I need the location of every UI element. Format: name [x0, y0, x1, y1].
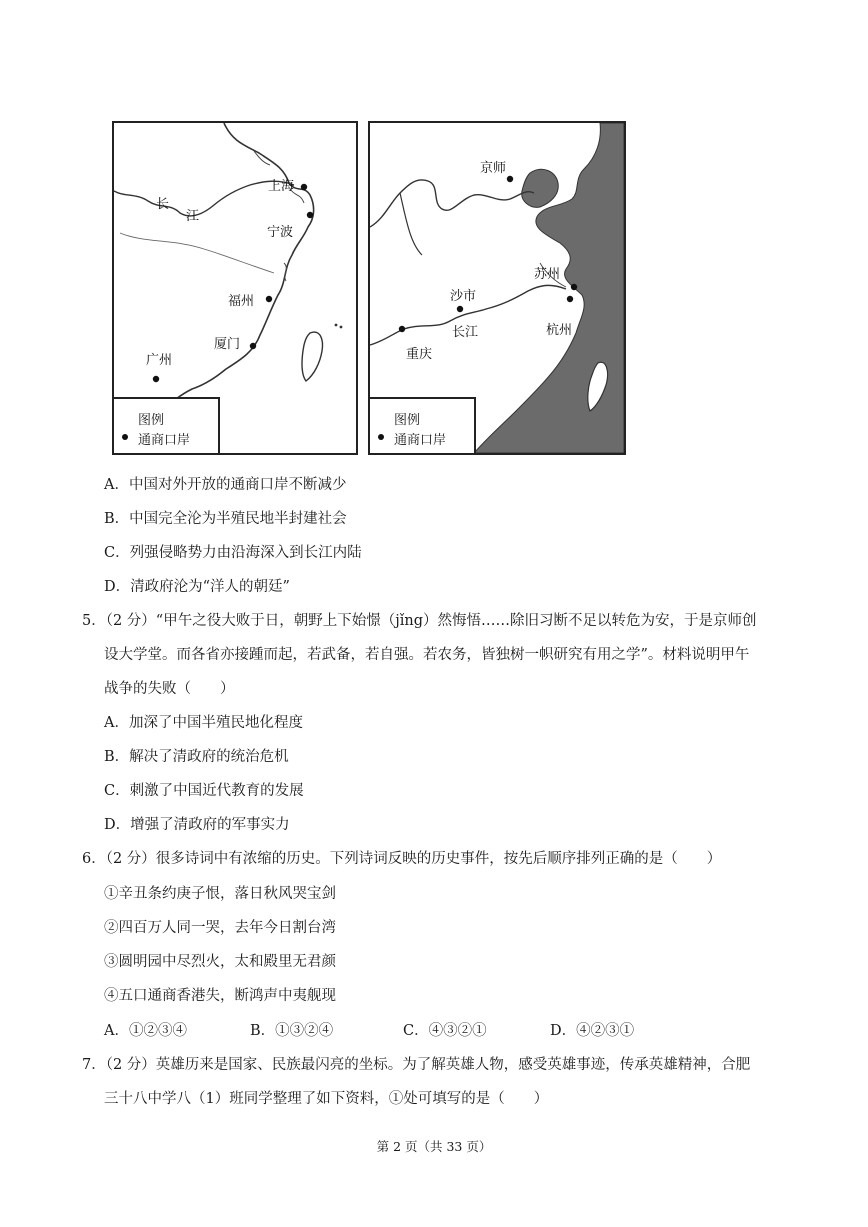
- legend-item: 通商口岸: [394, 433, 447, 448]
- page-footer: 第 2 页（共 33 页）: [376, 1139, 492, 1154]
- q5-option-d: D．增强了清政府的军事实力: [104, 817, 290, 833]
- q6-poem-1: ①辛丑条约庚子恨，落日秋风哭宝剑: [104, 886, 336, 902]
- q5-stem-line-3: 战争的失败（ ）: [104, 681, 235, 697]
- q6-poem-2: ②四百万人同一哭，去年今日割台湾: [104, 920, 336, 936]
- q4-option-c: C．列强侵略势力由沿海深入到长江内陆: [104, 545, 362, 561]
- legend-item: 通商口岸: [138, 433, 191, 448]
- legend-dot-icon: [122, 434, 128, 440]
- q7-stem-line-1: 7．（2 分）英雄历来是国家、民族最闪亮的坐标。为了解英雄人物，感受英雄事迹，传承英雄精神，合肥: [82, 1057, 751, 1073]
- q4-option-b: B．中国完全沦为半殖民地半封建社会: [104, 511, 347, 527]
- q5-option-c: C．刺激了中国近代教育的发展: [104, 783, 304, 799]
- city-label-fuzhou: 福州: [228, 294, 255, 309]
- city-label-guangzhou: 广州: [146, 353, 173, 368]
- city-label-shanghai: 上海: [268, 179, 295, 194]
- city-label-xiamen: 厦门: [214, 337, 241, 352]
- city-label-suzhou: 苏州: [534, 267, 561, 282]
- city-label-ningbo: 宁波: [267, 225, 294, 240]
- q5-option-a: A．加深了中国半殖民地化程度: [104, 715, 303, 731]
- map-legend-right: [370, 397, 476, 453]
- river-label-changjiang: 长江: [452, 325, 479, 340]
- q4-option-a: A．中国对外开放的通商口岸不断减少: [104, 477, 347, 493]
- map-yangtze-ports: [368, 121, 626, 455]
- map-coastal-ports: [112, 121, 358, 455]
- city-label-hangzhou: 杭州: [546, 323, 573, 338]
- q5-stem-line-1: 5．（2 分）“甲午之役大败于日，朝野上下始憬（jǐng）然悔悟……除旧习断不足以转危为安，于是京师创: [82, 613, 757, 629]
- q6-option-b: B．①③②④: [250, 1023, 334, 1039]
- q6-stem: 6．（2 分）很多诗词中有浓缩的历史。下列诗词反映的历史事件，按先后顺序排列正确的是（ ）: [82, 851, 722, 867]
- q6-option-c: C．④③②①: [403, 1023, 487, 1039]
- legend-dot-icon: [378, 434, 384, 440]
- q7-stem-line-2: 三十八中学八（1）班同学整理了如下资料，①处可填写的是（ ）: [104, 1091, 549, 1107]
- river-label-chang: 长: [156, 197, 170, 212]
- q5-option-b: B．解决了清政府的统治危机: [104, 749, 289, 765]
- q6-poem-3: ③圆明园中尽烈火，太和殿里无君颜: [104, 954, 336, 970]
- legend-title: 图例: [394, 413, 421, 428]
- q4-option-d: D．清政府沦为“洋人的朝廷”: [104, 579, 290, 595]
- q6-poem-4: ④五口通商香港失，断鸿声中夷舰现: [104, 988, 336, 1004]
- map-legend-left: [114, 397, 220, 453]
- map-figure: [112, 121, 624, 453]
- city-label-chongqing: 重庆: [406, 347, 433, 362]
- river-label-jiang: 江: [186, 209, 200, 224]
- legend-title: 图例: [138, 413, 165, 428]
- city-label-shashi: 沙市: [450, 289, 477, 304]
- q6-option-a: A．①②③④: [104, 1023, 187, 1039]
- city-label-jingshi: 京师: [480, 161, 507, 176]
- q5-stem-line-2: 设大学堂。而各省亦接踵而起，若武备，若自强。若农务，皆独树一帜研究有用之学”。材料说明甲午: [104, 647, 750, 663]
- q6-option-d: D．④②③①: [550, 1023, 635, 1039]
